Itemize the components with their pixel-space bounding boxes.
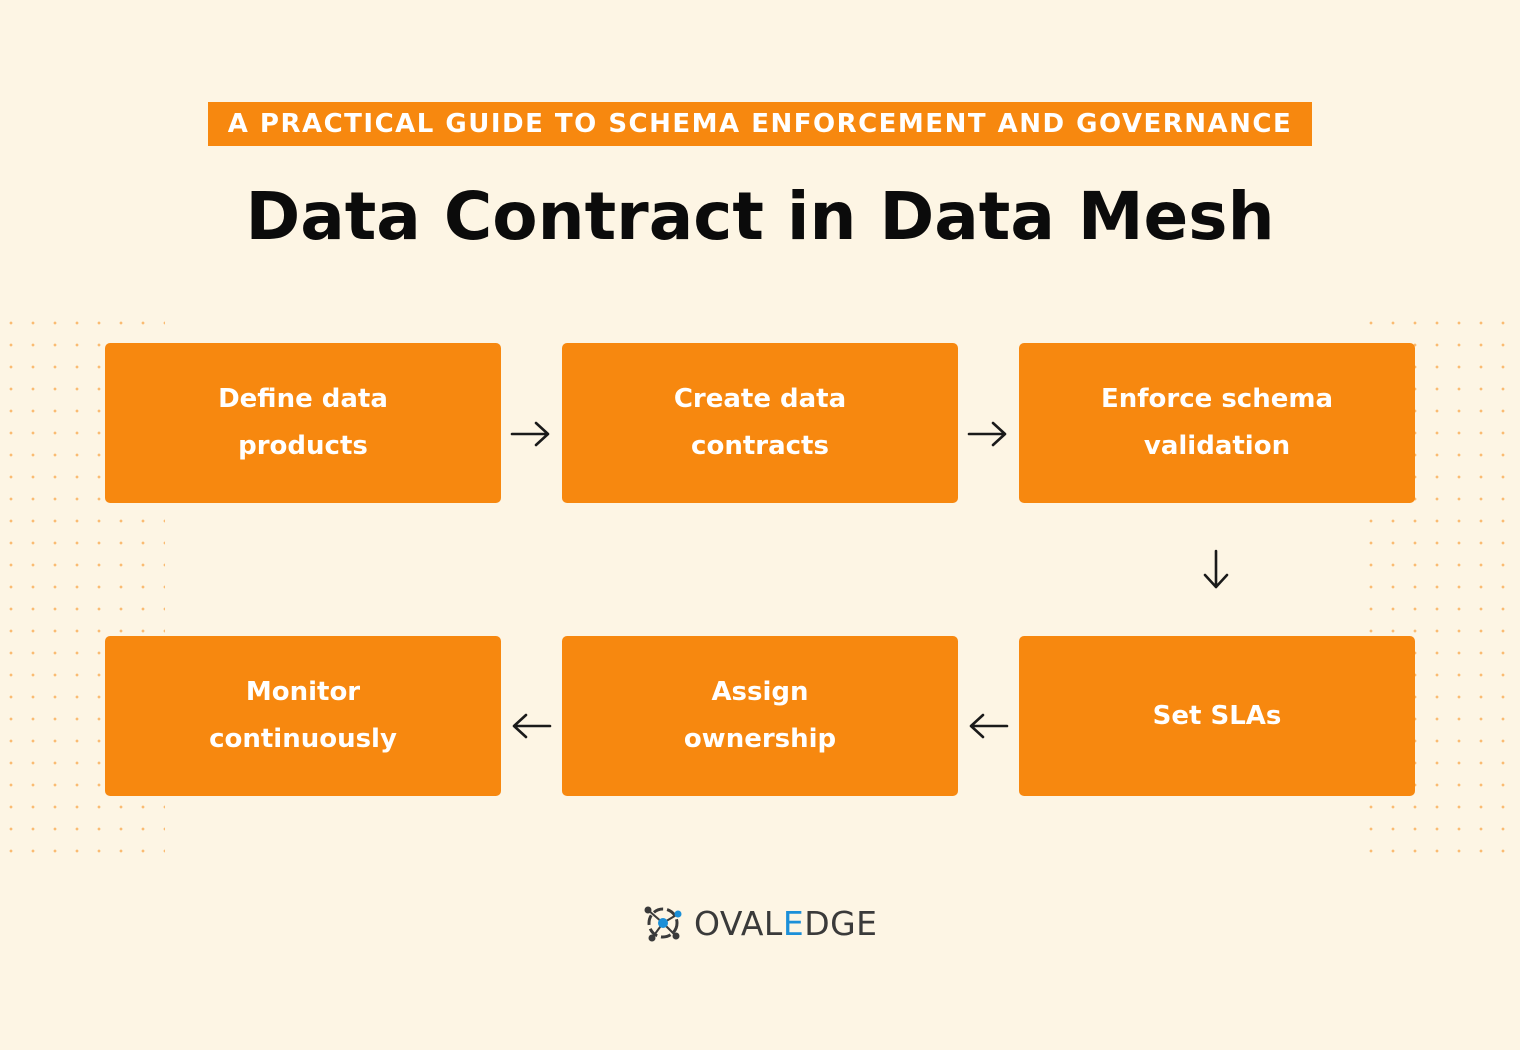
step-label: Create data contracts (673, 384, 847, 461)
step-label: Enforce schema validation (1100, 384, 1334, 461)
arrow-down-icon (1202, 549, 1230, 591)
subtitle: A PRACTICAL GUIDE TO SCHEMA ENFORCEMENT AND GOVERNANCE (208, 102, 1313, 146)
logo-text-accent: E (782, 903, 805, 943)
step-define-data-products (105, 343, 501, 503)
step-monitor-continuously (105, 636, 501, 796)
step-label: Assign ownership (683, 677, 837, 754)
ovaledge-network-logo-icon (640, 900, 686, 946)
ovaledge-logo (640, 898, 878, 948)
step-assign-ownership (562, 636, 958, 796)
logo-text-part: DGE (804, 903, 878, 943)
subtitle-banner (0, 102, 1520, 146)
step-enforce-schema-validation (1019, 343, 1415, 503)
step-set-slas (1019, 636, 1415, 796)
step-label: Define data products (218, 384, 388, 461)
page-title: Data Contract in Data Mesh (245, 178, 1275, 255)
step-create-data-contracts (562, 343, 958, 503)
step-label: Set SLAs (1152, 700, 1282, 731)
arrow-right-icon (510, 420, 552, 448)
logo-text-part: OVAL (694, 903, 783, 943)
arrow-left-icon (510, 712, 552, 740)
logo-wordmark (694, 904, 878, 943)
arrow-right-icon (967, 420, 1009, 448)
arrow-left-icon (967, 712, 1009, 740)
step-label: Monitor continuously (209, 677, 397, 754)
